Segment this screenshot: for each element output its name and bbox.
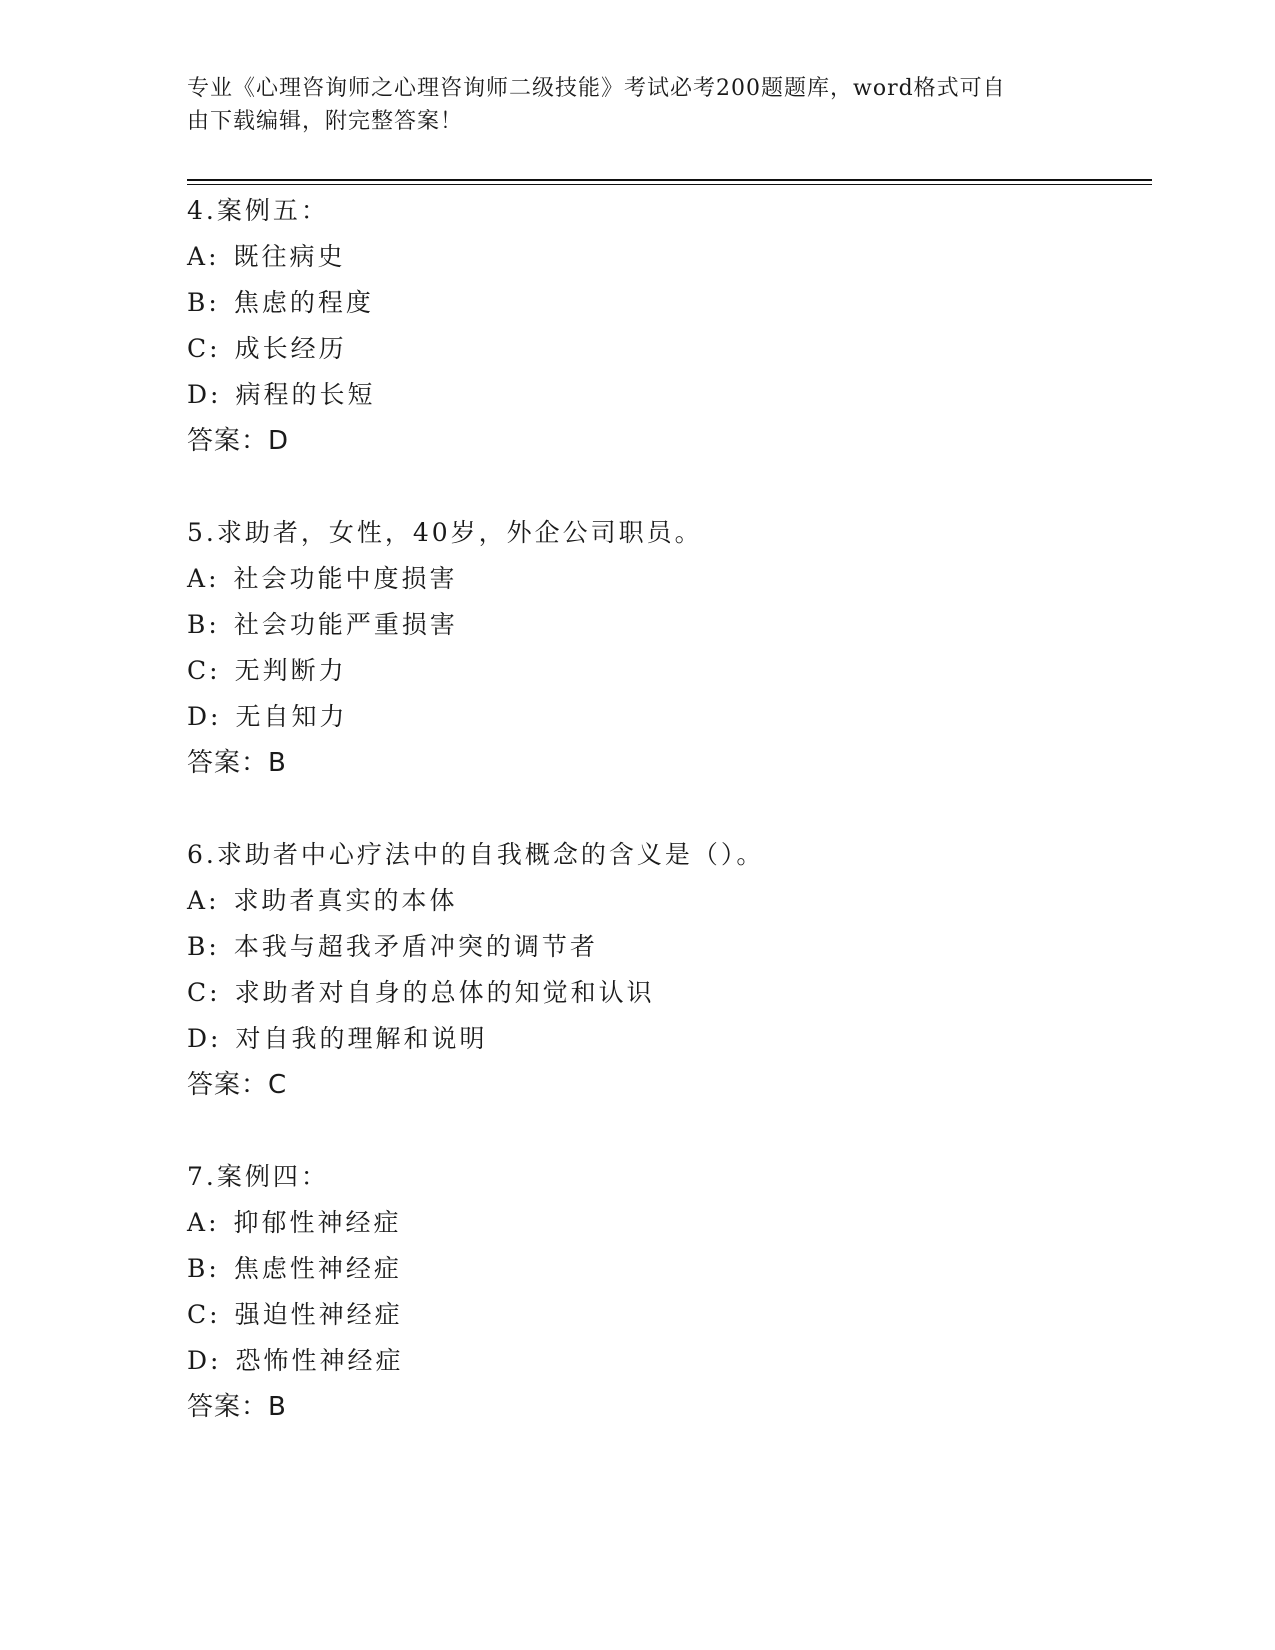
question-block — [187, 188, 1147, 464]
option-d — [187, 694, 1147, 740]
question-stem: 7.案例四： — [187, 1162, 329, 1191]
option-letter: C — [187, 978, 210, 1007]
option-text: 恐怖性神经症 — [235, 1346, 404, 1375]
answer-line: 答案：D — [187, 426, 290, 456]
option-d — [187, 1016, 1147, 1062]
option-c — [187, 970, 1147, 1016]
option-letter: B — [187, 610, 209, 639]
option-separator: : — [209, 1300, 221, 1329]
answer-line: 答案：B — [187, 1392, 287, 1422]
option-letter: A — [187, 564, 209, 593]
option-text: 病程的长短 — [235, 380, 376, 409]
option-text: 无自知力 — [235, 702, 348, 731]
question-list — [187, 188, 1147, 1476]
option-letter: C — [187, 334, 210, 363]
option-letter: D — [187, 1346, 211, 1375]
option-separator: : — [208, 932, 220, 961]
option-letter: C — [187, 656, 210, 685]
option-separator: : — [210, 380, 222, 409]
option-b — [187, 602, 1147, 648]
option-text: 对自我的理解和说明 — [235, 1024, 488, 1053]
question-block — [187, 510, 1147, 786]
answer-line: 答案：B — [187, 748, 287, 778]
option-a — [187, 878, 1147, 924]
option-text: 社会功能严重损害 — [233, 610, 458, 639]
option-letter: A — [187, 242, 209, 271]
option-text: 成长经历 — [234, 334, 347, 363]
option-letter: A — [187, 1208, 209, 1237]
option-text: 既往病史 — [233, 242, 346, 271]
document-header — [187, 72, 1067, 138]
header-line-2: 由下载编辑，附完整答案！ — [187, 109, 464, 134]
option-b — [187, 280, 1147, 326]
option-separator: : — [210, 1346, 222, 1375]
option-text: 焦虑性神经症 — [233, 1254, 402, 1283]
option-separator: : — [208, 242, 220, 271]
option-text: 无判断力 — [234, 656, 347, 685]
question-stem: 5.求助者，女性，40岁，外企公司职员。 — [187, 518, 703, 547]
option-letter: B — [187, 1254, 209, 1283]
header-divider-thick — [187, 179, 1152, 181]
option-d — [187, 1338, 1147, 1384]
option-separator: : — [209, 334, 221, 363]
option-text: 强迫性神经症 — [234, 1300, 403, 1329]
option-c — [187, 648, 1147, 694]
option-separator: : — [208, 288, 220, 317]
option-separator: : — [210, 1024, 222, 1053]
option-separator: : — [208, 610, 220, 639]
option-separator: : — [209, 978, 221, 1007]
header-line-1: 专业《心理咨询师之心理咨询师二级技能》考试必考200题题库，word格式可自 — [187, 76, 1006, 101]
option-text: 求助者对自身的总体的知觉和认识 — [234, 978, 655, 1007]
option-letter: D — [187, 380, 211, 409]
option-text: 求助者真实的本体 — [233, 886, 458, 915]
option-separator: : — [208, 886, 220, 915]
option-letter: C — [187, 1300, 210, 1329]
question-block — [187, 832, 1147, 1108]
option-b — [187, 924, 1147, 970]
option-separator: : — [208, 564, 220, 593]
option-letter: D — [187, 1024, 211, 1053]
option-separator: : — [208, 1208, 220, 1237]
option-letter: B — [187, 932, 209, 961]
option-b — [187, 1246, 1147, 1292]
option-text: 社会功能中度损害 — [233, 564, 458, 593]
question-stem: 4.案例五： — [187, 196, 329, 225]
header-divider-thin — [187, 184, 1152, 185]
option-text: 抑郁性神经症 — [233, 1208, 402, 1237]
option-letter: A — [187, 886, 209, 915]
option-a — [187, 234, 1147, 280]
option-a — [187, 1200, 1147, 1246]
option-text: 焦虑的程度 — [233, 288, 374, 317]
option-separator: : — [209, 656, 221, 685]
option-a — [187, 556, 1147, 602]
option-separator: : — [208, 1254, 220, 1283]
question-block — [187, 1154, 1147, 1430]
option-c — [187, 1292, 1147, 1338]
option-text: 本我与超我矛盾冲突的调节者 — [233, 932, 598, 961]
option-letter: D — [187, 702, 211, 731]
answer-line: 答案：C — [187, 1070, 288, 1100]
option-d — [187, 372, 1147, 418]
option-separator: : — [210, 702, 222, 731]
question-stem: 6.求助者中心疗法中的自我概念的含义是（）。 — [187, 840, 765, 869]
option-c — [187, 326, 1147, 372]
option-letter: B — [187, 288, 209, 317]
